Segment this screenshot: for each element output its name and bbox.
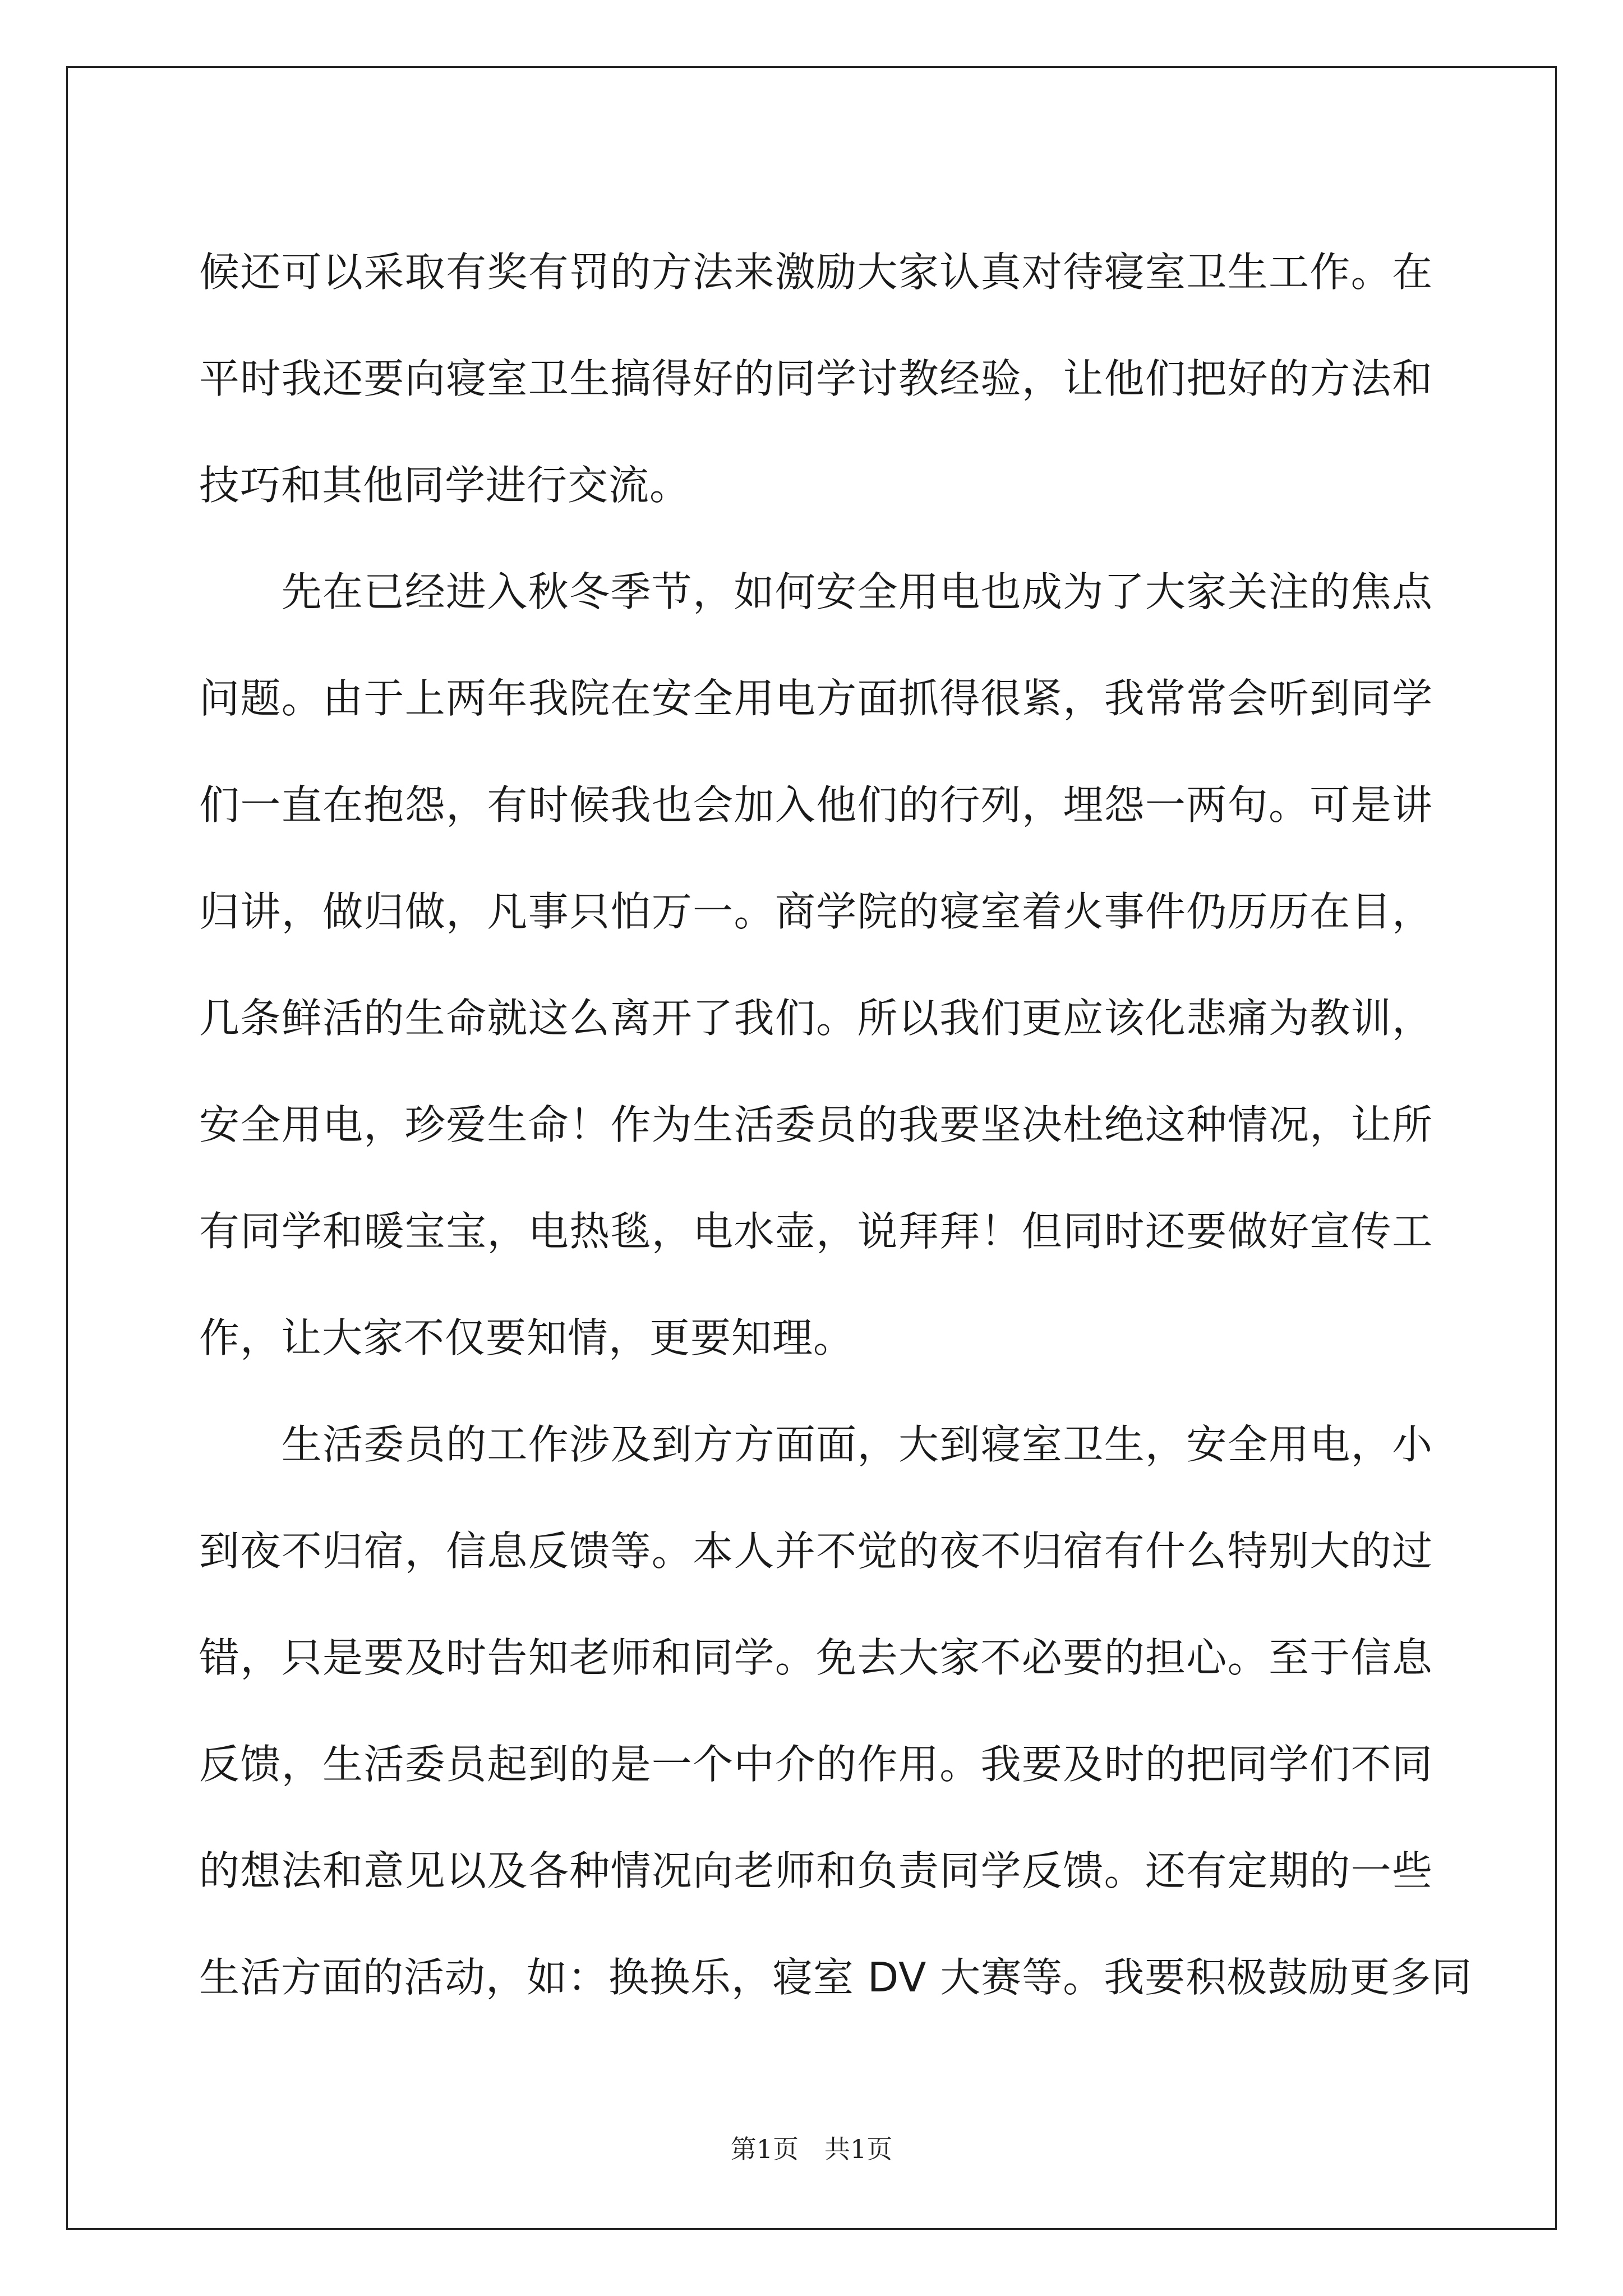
text-line: 生活委员的工作涉及到方方面面，大到寝室卫生，安全用电，小 (199, 1421, 1433, 1468)
text-line: 平时我还要向寝室卫生搞得好的同学讨教经验，让他们把好的方法和 (199, 355, 1433, 402)
paragraph-1 (199, 219, 1433, 539)
page-footer: 第1页 共1页 (730, 2134, 893, 2164)
text-line: 技巧和其他同学进行交流。 (199, 462, 691, 509)
text-line: 候还可以采取有奖有罚的方法来激励大家认真对待寝室卫生工作。在 (199, 249, 1433, 296)
text-line: 错，只是要及时告知老师和同学。免去大家不必要的担心。至于信息 (199, 1634, 1433, 1681)
text-line: 几条鲜活的生命就这么离开了我们。所以我们更应该化悲痛为教训， (199, 995, 1433, 1042)
text-line: 问题。由于上两年我院在安全用电方面抓得很紧，我常常会听到同学 (199, 675, 1433, 722)
text-line: 的想法和意见以及各种情况向老师和负责同学反馈。还有定期的一些 (199, 1847, 1433, 1894)
text-line: 反馈，生活委员起到的是一个中介的作用。我要及时的把同学们不同 (199, 1741, 1433, 1788)
text-line: 到夜不归宿，信息反馈等。本人并不觉的夜不归宿有什么特别大的过 (199, 1527, 1433, 1575)
text-line: 先在已经进入秋冬季节，如何安全用电也成为了大家关注的焦点 (199, 568, 1433, 615)
paragraph-3 (199, 1391, 1473, 2031)
paragraph-2 (199, 539, 1433, 1391)
text-line: 生活方面的活动，如：换换乐，寝室 DV 大赛等。我要积极鼓励更多同 (199, 1954, 1473, 2001)
text-line: 安全用电，珍爱生命！作为生活委员的我要坚决杜绝这种情况，让所 (199, 1101, 1433, 1148)
text-line: 们一直在抱怨，有时候我也会加入他们的行列，埋怨一两句。可是讲 (199, 781, 1433, 829)
text-line: 作，让大家不仅要知情，更要知理。 (199, 1314, 855, 1361)
document-body (199, 219, 1473, 2031)
text-line: 归讲，做归做，凡事只怕万一。商学院的寝室着火事件仍历历在目， (199, 888, 1433, 935)
text-line: 有同学和暖宝宝，电热毯，电水壶，说拜拜！但同时还要做好宣传工 (199, 1208, 1433, 1255)
